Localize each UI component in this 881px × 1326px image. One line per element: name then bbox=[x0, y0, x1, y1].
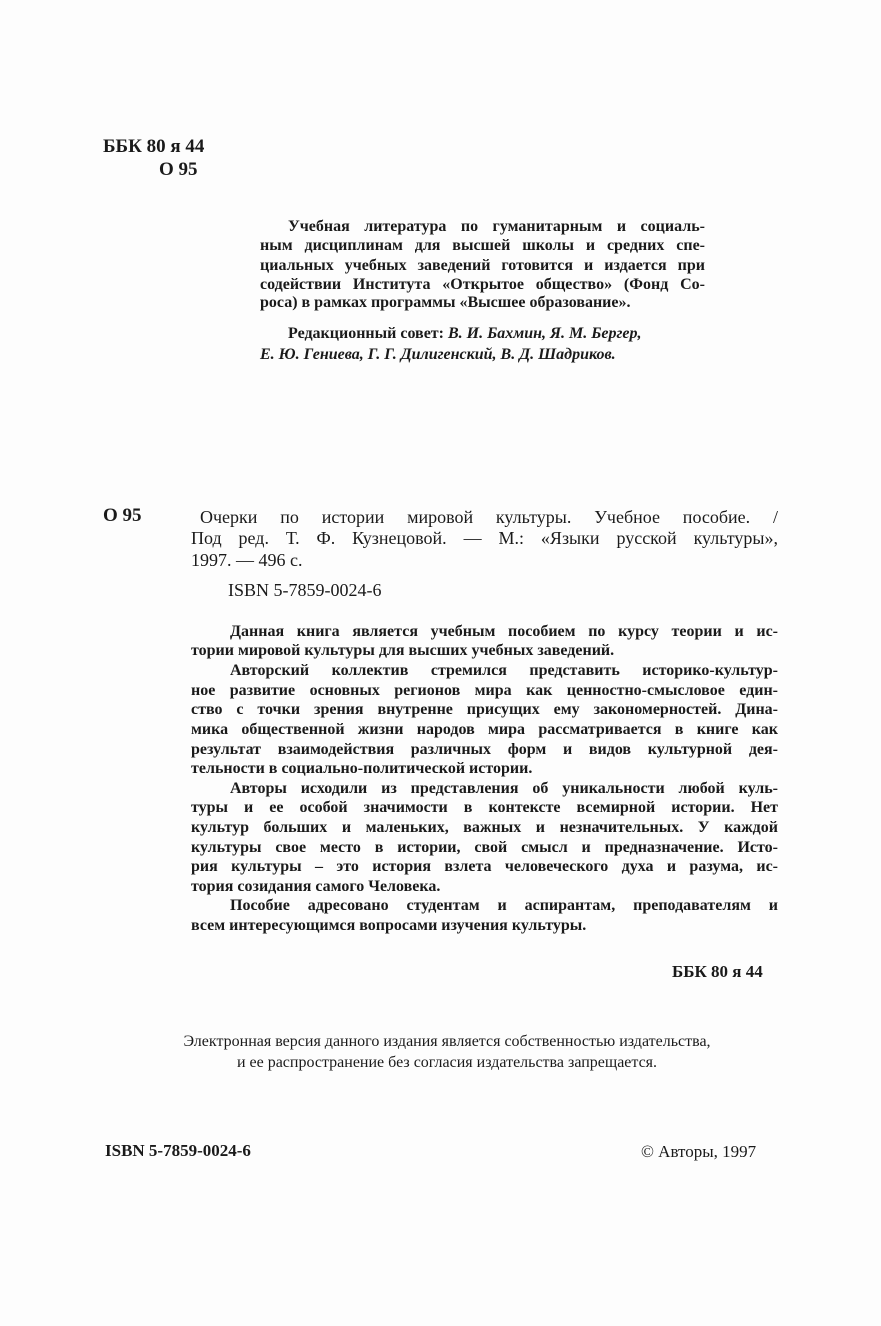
footer-copyright: © Авторы, 1997 bbox=[641, 1142, 757, 1161]
author-mark: О 95 bbox=[159, 159, 198, 180]
text-line: Учебная литература по гуманитарным и социаль- bbox=[288, 218, 705, 235]
catalog-mark: О 95 bbox=[103, 505, 142, 526]
electronic-notice-line: Электронная версия данного издания является собственностью издательства, bbox=[183, 1033, 711, 1050]
catalog-isbn: ISBN 5-7859-0024-6 bbox=[228, 580, 382, 600]
abstract-line: рия культуры – это история взлета человеческого духа и разума, ис- bbox=[191, 858, 778, 875]
abstract-line: Авторский коллектив стремился представить историко-культур- bbox=[230, 662, 778, 679]
text-line: роса) в рамках программы «Высшее образование». bbox=[260, 294, 631, 311]
catalog-line: 1997. — 496 с. bbox=[191, 550, 303, 570]
footer-isbn: ISBN 5-7859-0024-6 bbox=[105, 1141, 251, 1160]
abstract-line: мика общественной жизни народов мира рассматривается в книге как bbox=[191, 721, 778, 738]
abstract-line: ное развитие основных регионов мира как ценностно-смысловое един- bbox=[191, 682, 778, 699]
bbk-footer: ББК 80 я 44 bbox=[672, 962, 763, 981]
abstract-line: всем интересующимся вопросами изучения культуры. bbox=[191, 917, 587, 934]
abstract-line: ство с точки зрения внутренне присущих ему закономерностей. Дина- bbox=[191, 701, 778, 718]
electronic-notice-line: и ее распространение без согласия издательства запрещается. bbox=[236, 1054, 658, 1071]
abstract-line: культуры свое место в истории, свой смысл и предназначение. Исто- bbox=[191, 839, 778, 856]
editorial-board-label: Редакционный совет: bbox=[288, 325, 444, 342]
editorial-board-names: Е. Ю. Гениева, Г. Г. Дилигенский, В. Д. Шадриков. bbox=[260, 346, 616, 363]
text-line: циальных учебных заведений готовится и издается при bbox=[260, 257, 705, 274]
abstract-line: тории мировой культуры для высших учебных заведений. bbox=[191, 642, 615, 659]
abstract-line: культур больших и маленьких, важных и незначительных. У каждой bbox=[191, 819, 778, 836]
abstract-line: тория созидания самого Человека. bbox=[191, 878, 441, 895]
text-line: содействии Института «Открытое общество» (Фонд Со- bbox=[260, 276, 705, 293]
abstract-line: туры и ее особой значимости в контексте всемирной истории. Нет bbox=[191, 799, 778, 816]
abstract-line: Авторы исходили из представления об уникальности любой куль- bbox=[230, 780, 778, 797]
bbk-code: ББК 80 я 44 bbox=[103, 136, 205, 157]
abstract-line: результат взаимодействия различных форм и видов культурной дея- bbox=[191, 741, 778, 758]
abstract-line: тельности в социально-политической истории. bbox=[191, 760, 533, 777]
abstract-line: Пособие адресовано студентам и аспирантам, преподавателям и bbox=[230, 897, 778, 914]
catalog-line: Очерки по истории мировой культуры. Учебное пособие. / bbox=[200, 507, 778, 527]
abstract-line: Данная книга является учебным пособием по курсу теории и ис- bbox=[230, 623, 778, 640]
text-line: ным дисциплинам для высшей школы и средних спе- bbox=[260, 237, 705, 254]
editorial-board-names: В. И. Бахмин, Я. М. Бергер, bbox=[447, 325, 642, 342]
catalog-line: Под ред. Т. Ф. Кузнецовой. — М.: «Языки русской культуры», bbox=[191, 528, 778, 548]
